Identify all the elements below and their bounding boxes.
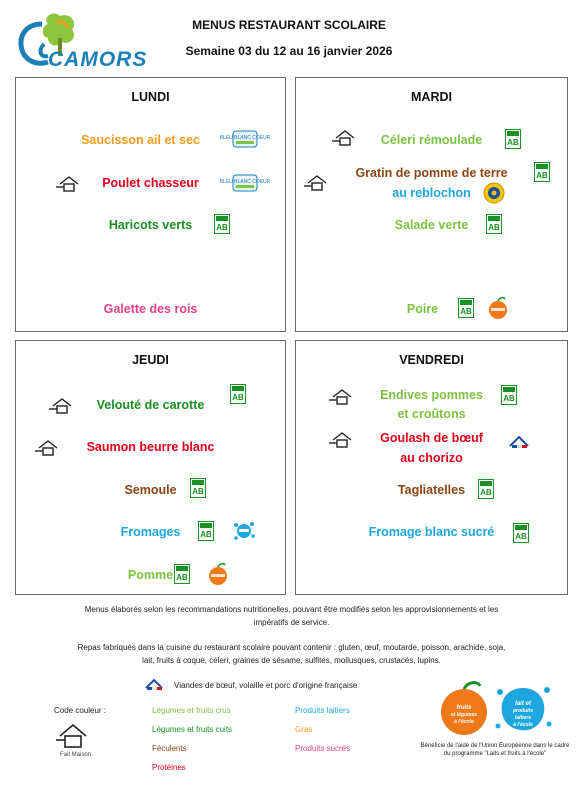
svg-text:AB: AB	[507, 138, 519, 147]
dish: Goulash de bœuf	[380, 431, 483, 445]
bio-ab-icon	[174, 564, 190, 584]
legend-item: Féculents	[152, 744, 187, 753]
fruits-legumes-ecole-icon	[436, 680, 492, 736]
fruits-ecole-icon	[486, 296, 510, 320]
svg-text:AB: AB	[232, 393, 244, 402]
legend-item: Légumes et fruits cuits	[152, 725, 233, 734]
svg-text:AB: AB	[192, 487, 204, 496]
day-box-mardi	[295, 77, 568, 332]
bio-ab-icon	[198, 521, 214, 541]
fait-maison-icon	[332, 129, 358, 147]
day-title: LUNDI	[131, 90, 170, 104]
legend-title: Code couleur :	[54, 706, 107, 715]
svg-text:AB: AB	[176, 573, 188, 582]
svg-text:AB: AB	[200, 530, 212, 539]
legend-item: Produits sucrés	[295, 744, 351, 753]
bleu-blanc-coeur-icon	[219, 128, 271, 150]
dish: Poire	[406, 302, 439, 316]
viandes-text: Viandes de bœuf, volaille et porc d'origine française	[174, 681, 358, 690]
bio-ab-icon	[230, 384, 246, 404]
dish: Salade verte	[394, 218, 469, 232]
svg-text:AB: AB	[488, 223, 500, 232]
aop-seal-icon	[483, 182, 505, 204]
legend-item: Gras	[295, 725, 313, 734]
page-title: MENUS RESTAURANT SCOLAIRE	[192, 18, 386, 32]
day-title: MARDI	[411, 90, 452, 104]
svg-text:AB: AB	[515, 532, 527, 541]
bio-ab-icon	[214, 214, 230, 234]
viande-francaise-icon	[144, 678, 164, 692]
day-box-lundi	[15, 77, 286, 332]
legend-item: Produits laitiers	[295, 706, 350, 715]
fruits-ecole-icon	[206, 562, 230, 586]
svg-text:à l'école: à l'école	[454, 719, 474, 725]
svg-text:fruits: fruits	[456, 705, 472, 711]
svg-text:AB: AB	[216, 223, 228, 232]
svg-text:AB: AB	[480, 488, 492, 497]
dish: Semoule	[124, 483, 177, 497]
day-title: JEUDI	[132, 353, 169, 367]
fait-maison-icon	[49, 397, 75, 415]
svg-text:BLEU BLANC COEUR: BLEU BLANC COEUR	[219, 179, 271, 185]
bio-ab-icon	[486, 214, 502, 234]
svg-text:BLEU BLANC COEUR: BLEU BLANC COEUR	[219, 135, 271, 141]
notes-line: impératifs de service.	[253, 618, 330, 627]
logo-text: CAMORS	[48, 48, 148, 71]
dish: Endives pommes	[380, 388, 483, 402]
bleu-blanc-coeur-icon	[219, 172, 271, 194]
svg-text:AB: AB	[503, 394, 515, 403]
bio-ab-icon	[190, 478, 206, 498]
dish: Saucisson ail et sec	[81, 133, 200, 147]
dish: Gratin de pomme de terre	[355, 166, 508, 180]
svg-text:AB: AB	[460, 307, 472, 316]
dish: et croûtons	[397, 407, 466, 421]
svg-text:lait et: lait et	[515, 701, 531, 707]
svg-text:AB: AB	[536, 171, 548, 180]
dish: Fromage blanc sucré	[368, 525, 495, 539]
dish: Fromages	[120, 525, 181, 539]
legend-item: Protéines	[152, 763, 186, 772]
viande-francaise-icon	[508, 434, 530, 450]
bio-ab-icon	[478, 479, 494, 499]
svg-text:produits: produits	[513, 708, 533, 714]
fait-maison-icon	[35, 439, 61, 457]
dish: Céleri rémoulade	[380, 133, 483, 147]
fait-maison-label: Fait Maison	[60, 752, 92, 758]
fait-maison-icon	[304, 174, 330, 192]
fait-maison-icon	[56, 175, 82, 193]
dish: au reblochon	[392, 186, 471, 200]
bio-ab-icon	[501, 385, 517, 405]
dish: Pomme	[127, 568, 174, 582]
dish: Poulet chasseur	[102, 176, 199, 190]
day-title: VENDREDI	[399, 353, 464, 367]
dish: Velouté de carotte	[96, 398, 205, 412]
legend-item: Légumes et fruits crus	[152, 706, 231, 715]
bio-ab-icon	[458, 298, 474, 318]
dish: Galette des rois	[103, 302, 198, 316]
fait-maison-icon	[56, 722, 90, 750]
bio-ab-icon	[513, 523, 529, 543]
dish: Tagliatelles	[397, 483, 466, 497]
lait-produits-laitiers-ecole-icon	[494, 682, 552, 736]
notes-line: Repas fabriqués dans la cuisine du restaurant scolaire pouvant contenir : gluten, œuf, moutarde, poisson, arachide, soja,	[77, 643, 506, 652]
dish: au chorizo	[400, 451, 463, 465]
day-box-vendredi	[295, 340, 568, 595]
notes-line: Menus élaborés selon les recommandations nutritionelles, pouvant être modifiés selon les approvisionnements et les	[84, 605, 499, 614]
eu-aid-text: Bénéficie de l'aide de l'Union Européenne dans le cadre du programme "Laits et fruits à l'école"	[420, 743, 570, 757]
notes-line: lait, fruits à coque, céleri, graines de sésame, sulfites, mollusques, crustacés, lupins.	[142, 656, 441, 665]
dish: Saumon beurre blanc	[86, 440, 215, 454]
bio-ab-icon	[505, 129, 521, 149]
lait-ecole-icon	[232, 519, 256, 543]
week-title: Semaine 03 du 12 au 16 janvier 2026	[185, 44, 393, 58]
svg-text:et légumes: et légumes	[450, 712, 478, 718]
svg-text:laitiers: laitiers	[514, 715, 532, 721]
fait-maison-icon	[329, 431, 355, 449]
svg-text:à l'école: à l'école	[513, 722, 533, 728]
fait-maison-icon	[329, 388, 355, 406]
day-box-jeudi	[15, 340, 286, 595]
dish: Haricots verts	[108, 218, 193, 232]
bio-ab-icon	[534, 162, 550, 182]
